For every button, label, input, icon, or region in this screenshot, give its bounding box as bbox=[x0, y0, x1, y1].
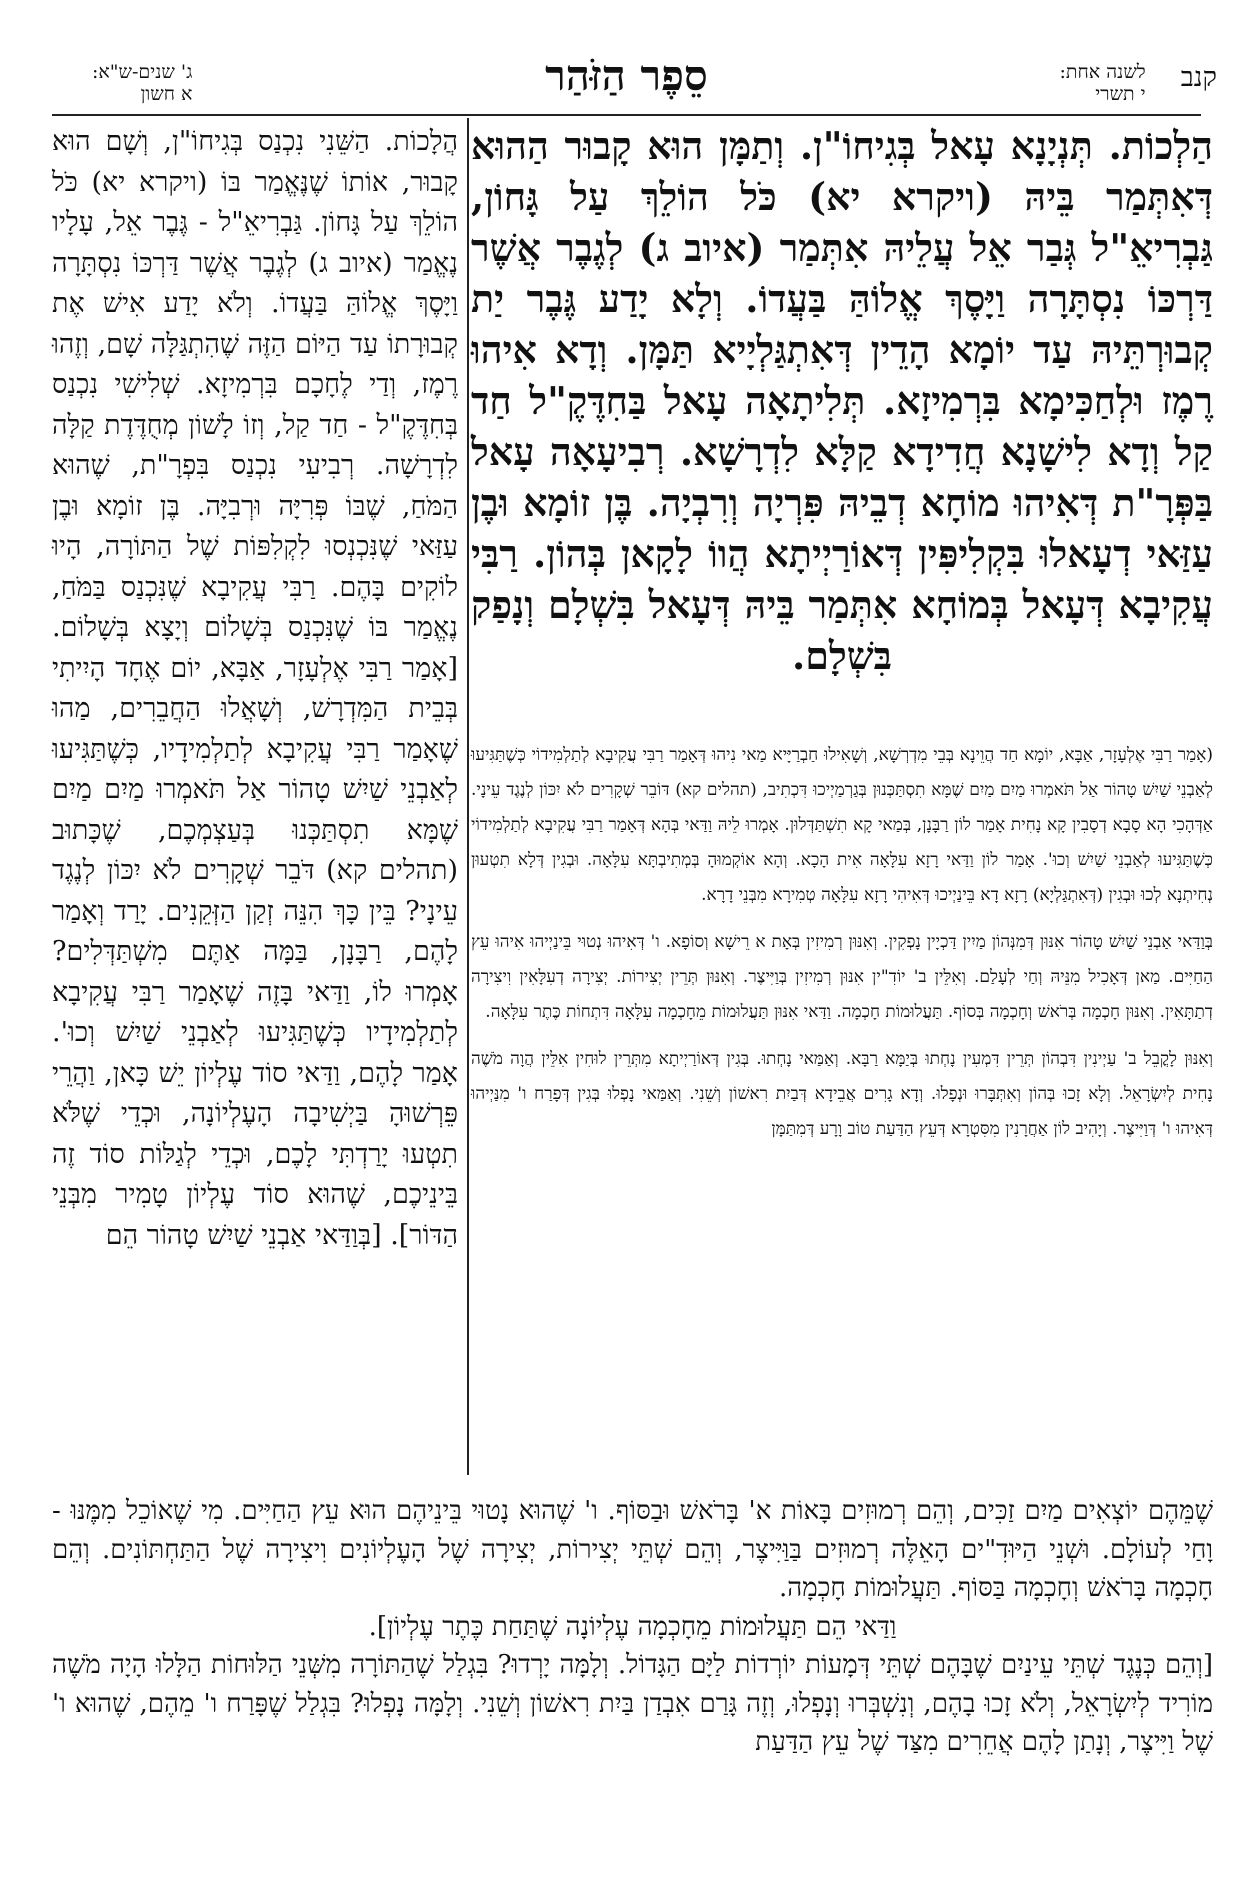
column-divider bbox=[467, 118, 469, 1475]
commentary-paragraph: בְּוַדַּאי אַבְנֵי שַׁיִשׁ טָהוֹר אִנּוּן דְּמִנְּהוֹן מַיִין דַּכְיָין נָפְקִין. וְאִנּוּן רְמִיזִין בְּאָת א רֵישָׁא וְסוֹפָא. ו' דְּאִיהוּ נְטוּי בֵּינַיְיהוּ אִיהוּ עֵץ הַחַיִּים. מַאן דְּאָכִיל מִנֵּיהּ וְחַי לְעָלַם. וְאִלֵּין ב' יוֹדִ"ין אִנּוּן רְמִיזִין בְּוַיִּיצֶר. וְאִנּוּן תְּרֵין יְצִירוֹת. יְצִירָה דְעִלָּאִין וִיצִירָה דְתַתָּאִין. וְאִנּוּן חָכְמָה בְּרֹאשׁ וְחָכְמָה בְּסוֹף. תַּעֲלוּמוֹת חָכְמָה. וַדַּאי אִנּוּן תַּעֲלוּמוֹת מֵחָכְמָה עִלָּאָה דִּתְחוֹת כֶּתֶר עִלָּאָה. bbox=[471, 932, 1213, 1022]
translation-paragraph: שֶׁמֵּהֶם יוֹצְאִים מַיִם זַכִּים, וְהֵם רְמוּזִים בָּאוֹת א' בָּרֹאשׁ וּבַסּוֹף. ו' שֶׁהוּא נָטוּי בֵּינֵיהֶם הוּא עֵץ הַחַיִּים. מִי שֶׁאוֹכֵל מִמֶּנּוּ - וָחַי לְעוֹלָם. וּשְׁנֵי הַיּוּדִ"ים הָאֵלֶּה רְמוּזִים בַּוַּיִּיצֶר, וְהֵם שְׁתֵּי יְצִירוֹת, יְצִירָה שֶׁל הָעֶלְיוֹנִים וִיצִירָה שֶׁל הַתַּחְתּוֹנִים. וְהֵם חָכְמָה בָּרֹאשׁ וְחָכְמָה בַּסּוֹף. תַּעֲלוּמוֹת חָכְמָה. bbox=[52, 1496, 1213, 1603]
page-number: קנב bbox=[1180, 62, 1217, 93]
book-title: סֵפֶר הַזֹּהַר bbox=[545, 51, 708, 100]
schedule-three-years-label: ג' שנים-ש"א: bbox=[92, 61, 193, 83]
schedule-one-year-date: י תשרי bbox=[1095, 82, 1146, 105]
hebrew-translation-continued bbox=[52, 1492, 1213, 1762]
schedule-three-years-date: א חשון bbox=[140, 82, 193, 105]
hebrew-translation-column: הֲלָכוֹת. הַשֵּׁנִי נִכְנַס בְּגִיחוֹ"ן, וְשָׁם הוּא קָבוּר, אוֹתוֹ שֶׁנֶּאֱמַר בּוֹ (ויקרא יא) כֹּל הוֹלֵךְ עַל גָּחוֹן. גַּבְרִיאֵ"ל - גֶּבֶר אֵל, עָלָיו נֶאֱמַר (איוב ג) לְגֶבֶר אֲשֶׁר דַּרְכּוֹ נִסְתָּרָה וַיָּסֶךְ אֱלוֹהַּ בַּעֲדוֹ. וְלֹא יָדַע אִישׁ אֶת קְבוּרָתוֹ עַד הַיּוֹם הַזֶּה שֶׁהִתְגַּלָּה שָׁם, וְזֶהוּ רֶמֶז, וְדַי לֶחָכָם בִּרְמִיזָא. שְׁלִישִׁי נִכְנַס בְּחִדֶּקֶ"ל - חַד קַל, וְזוֹ לָשׁוֹן מְחֻדֶּדֶת קַלָּה לִדְרָשָׁה. רְבִיעִי נִכְנַס בִּפְרָ"ת, שֶׁהוּא הַמֹּחַ, שֶׁבּוֹ פְּרִיָּה וּרְבִיָּה. בֶּן זוֹמָא וּבֶן עַזַּאי שֶׁנִּכְנְסוּ לִקְלִפּוֹת שֶׁל הַתּוֹרָה, הָיוּ לוֹקִים בָּהֶם. רַבִּי עֲקִיבָא שֶׁנִּכְנַס בַּמֹּחַ, נֶאֱמַר בּוֹ שֶׁנִּכְנַס בְּשָׁלוֹם וְיָצָא בְּשָׁלוֹם. [אָמַר רַבִּי אֶלְעָזָר, אַבָּא, יוֹם אֶחָד הָיִיתִי בְּבֵית הַמִּדְרָשׁ, וְשָׁאֲלוּ הַחֲבֵרִים, מַהוּ שֶׁאָמַר רַבִּי עֲקִיבָא לְתַלְמִידָיו, כְּשֶׁתַּגִּיעוּ לְאַבְנֵי שַׁיִשׁ טָהוֹר אַל תֹּאמְרוּ מַיִם מַיִם שֶׁמָּא תִסְתַּכְּנוּ בְּעַצְמְכֶם, שֶׁכָּתוּב (תהלים קא) דֹּבֵר שְׁקָרִים לֹא יִכּוֹן לְנֶגֶד עֵינָי? בֵּין כָּךְ הִנֵּה זְקַן הַזְּקֵנִים. יָרַד וְאָמַר לָהֶם, רַבָּנָן, בַּמָּה אַתֶּם מִשְׁתַּדְּלִים? אָמְרוּ לוֹ, וַדַּאי בָּזֶה שֶׁאָמַר רַבִּי עֲקִיבָא לְתַלְמִידָיו כְּשֶׁתַּגִּיעוּ לְאַבְנֵי שַׁיִשׁ וְכוּ'. אָמַר לָהֶם, וַדַּאי סוֹד עֶלְיוֹן יֵשׁ כָּאן, וַהֲרֵי פֵּרְשׁוּהָ בַּיְשִׁיבָה הָעֶלְיוֹנָה, וּכְדֵי שֶׁלֹּא תִטְעוּ יָרַדְתִּי לָכֶם, וּכְדֵי לְגַלּוֹת סוֹד זֶה בֵּינֵיכֶם, שֶׁהוּא סוֹד עֶלְיוֹן טָמִיר מִבְּנֵי הַדּוֹר]. [בְּוַדַּאי אַבְנֵי שַׁיִשׁ טָהוֹר הֵם bbox=[52, 126, 458, 1251]
zohar-main-text: הַלְכוֹת. תְּנְיָנָא עָאל בְּגִיחוֹ"ן. וְתַמָּן הוּא קָבוּר הַהוּא דְּאִתְּמַר בֵּיהּ (ויקרא יא) כֹּל הוֹלֵךְ עַל גָּחוֹן, גַּבְרִיאֵ"ל גְּבַר אֵל עֲלֵיהּ אִתְּמַר (איוב ג) לְגֶבֶר אֲשֶׁר דַּרְכּוֹ נִסְתָּרָה וַיָּסֶךְ אֱלוֹהַּ בַּעֲדוֹ. וְלָא יָדַע גֶּבֶר יַת קְבוּרְתֵּיהּ עַד יוֹמָא הָדֵין דְּאִתְגַּלְיָיא תַּמָּן. וְדָא אִיהוּ רֶמֶז וּלְחַכִּימָא בִּרְמִיזָא. תְּלִיתָאָה עָאל בַּחִדֶּקֶ"ל חַד קַל וְדָא לִישָׁנָא חֲדִידָא קַלָּא לִדְרָשָׁא. רְבִיעָאָה עָאל בַּפְּרָ"ת דְּאִיהוּ מוֹחָא דְבֵיהּ פִּרְיָה וְרִבְיָה. בֶּן זוֹמָא וּבֶן עַזַּאי דְעָאלוּ בִּקְלִיפִּין דְּאוֹרַיְיתָא הֲווֹ לָקָאן בְּהוֹן. רַבִּי עֲקִיבָא דְּעָאל בְּמוֹחָא אִתְּמַר בֵּיהּ דְּעָאל בִּשְׁלָם וְנָפַק בִּשְׁלָם. bbox=[471, 123, 1213, 678]
schedule-one-year-label: לשנה אחת: bbox=[1059, 61, 1146, 83]
header-divider bbox=[52, 114, 1201, 116]
commentary-paragraph: וְאִנּוּן לָקֳבֵל ב' עַיְינִין דִּבְהוֹן תְּרֵין דִּמְעִין נָחְתוּ בְּיַמָּא רַבָּא. וְאַמַּאי נָחְתוּ. בְּגִין דְּאוֹרַיְיתָא מִתְּרֵין לוּחִין אִלֵּין הֲוָה מֹשֶׁה נָחִית לְיִשְׂרָאֵל. וְלָא זָכוּ בְּהוֹן וְאִתְּבָּרוּ וּנְפָלוּ. וְדָא גָרִים אֲבֵידָא דְּבַיִת רִאשׁוֹן וְשֵׁנִי. וְאַמַּאי נָפְלוּ בְּגִין דְּפָרַח ו' מִנַּיְיהוּ דְּאִיהוּ ו' דְּוַיִּיצֶר. וְיָהִיב לוֹן אַחֲרָנִין מִסִּטְרָא דְּעֵץ הַדַּעַת טוֹב וָרָע דְּמִתַּמָּן bbox=[471, 1049, 1213, 1139]
commentary-block bbox=[471, 738, 1213, 1159]
translation-paragraph-end: וַדַּאי הֵם תַּעֲלוּמוֹת מֵחָכְמָה עֶלְיוֹנָה שֶׁתַּחַת כֶּתֶר עֶלְיוֹן]. bbox=[368, 1611, 897, 1642]
schedule-three-years bbox=[92, 62, 192, 106]
translation-paragraph: [וְהֵם כְּנֶגֶד שְׁתֵּי עֵינַיִם שֶׁבָּהֶם שְׁתֵּי דְּמָעוֹת יוֹרְדוֹת לַיָּם הַגָּדוֹל. וְלָמָּה יָרְדוּ? בִּגְלַל שֶׁהַתּוֹרָה מִשְּׁנֵי הַלּוּחוֹת הַלָּלוּ הָיָה מֹשֶׁה מוֹרִיד לְיִשְׂרָאֵל, וְלֹא זָכוּ בָהֶם, וְנִשְׁבְּרוּ וְנָפְלוּ, וְזֶה גָּרַם אִבְדַן בַּיִת רִאשׁוֹן וְשֵׁנִי. וְלָמָּה נָפְלוּ? בִּגְלַל שֶׁפָּרַח ו' מֵהֶם, שֶׁהוּא ו' שֶׁל וַיִּיצֶר, וְנָתַן לָהֶם אֲחֵרִים מִצַּד שֶׁל עֵץ הַדַּעַת bbox=[52, 1650, 1213, 1757]
commentary-paragraph: (אָמַר רַבִּי אֶלְעָזָר, אַבָּא, יוֹמָא חַד הֲוֵינָא בְּבֵי מִדְרְשָׁא, וְשָׁאִילוּ חַבְרַיָּיא מַאי נִיהוּ דְּאָמַר רַבִּי עֲקִיבָא לְתַלְמִידוֹי כְּשֶׁתַּגִּיעוּ לְאַבְנֵי שַׁיִשׁ טָהוֹר אַל תֹּאמְרוּ מַיִם מַיִם שֶׁמָּא תִסְתַּכְּנוּן בְּגַרְמַיְיכוּ דִּכְתִיב, (תהלים קא) דּוֹבֵר שְׁקָרִים לֹא יִכּוֹן לְנֶגֶד עֵינָי. אַדְּהָכִי הָא סָבָא דְסָבִין קָא נָחִית אָמַר לוֹן רַבָּנָן, בְּמַאי קָא תִשְׁתַּדְּלוּן. אָמְרוּ לֵיהּ וַדַּאי בְּהָא דְּאָמַר רַבִּי עֲקִיבָא לְתַלְמִידוֹי כְּשֶׁתַּגִּיעוּ לְאַבְנֵי שַׁיִשׁ וְכוּ'. אָמַר לוֹן וַדַּאי רָזָא עִלָּאָה אִית הָכָא. וְהָא אוֹקְמוּהָ בְּמְתִיבְתָּא עִלָּאָה. וּבְגִין דְּלָא תִטְעוּן נְחִיתְנָא לְכוּ וּבְגִין (דְּאִתְגַּלְיָא) רָזָא דָא בֵּינַיְיכוּ דְּאִיהִי רָזָא עִלָּאָה טְמִירָא מִבְּנֵי דָרָא. bbox=[471, 745, 1213, 905]
